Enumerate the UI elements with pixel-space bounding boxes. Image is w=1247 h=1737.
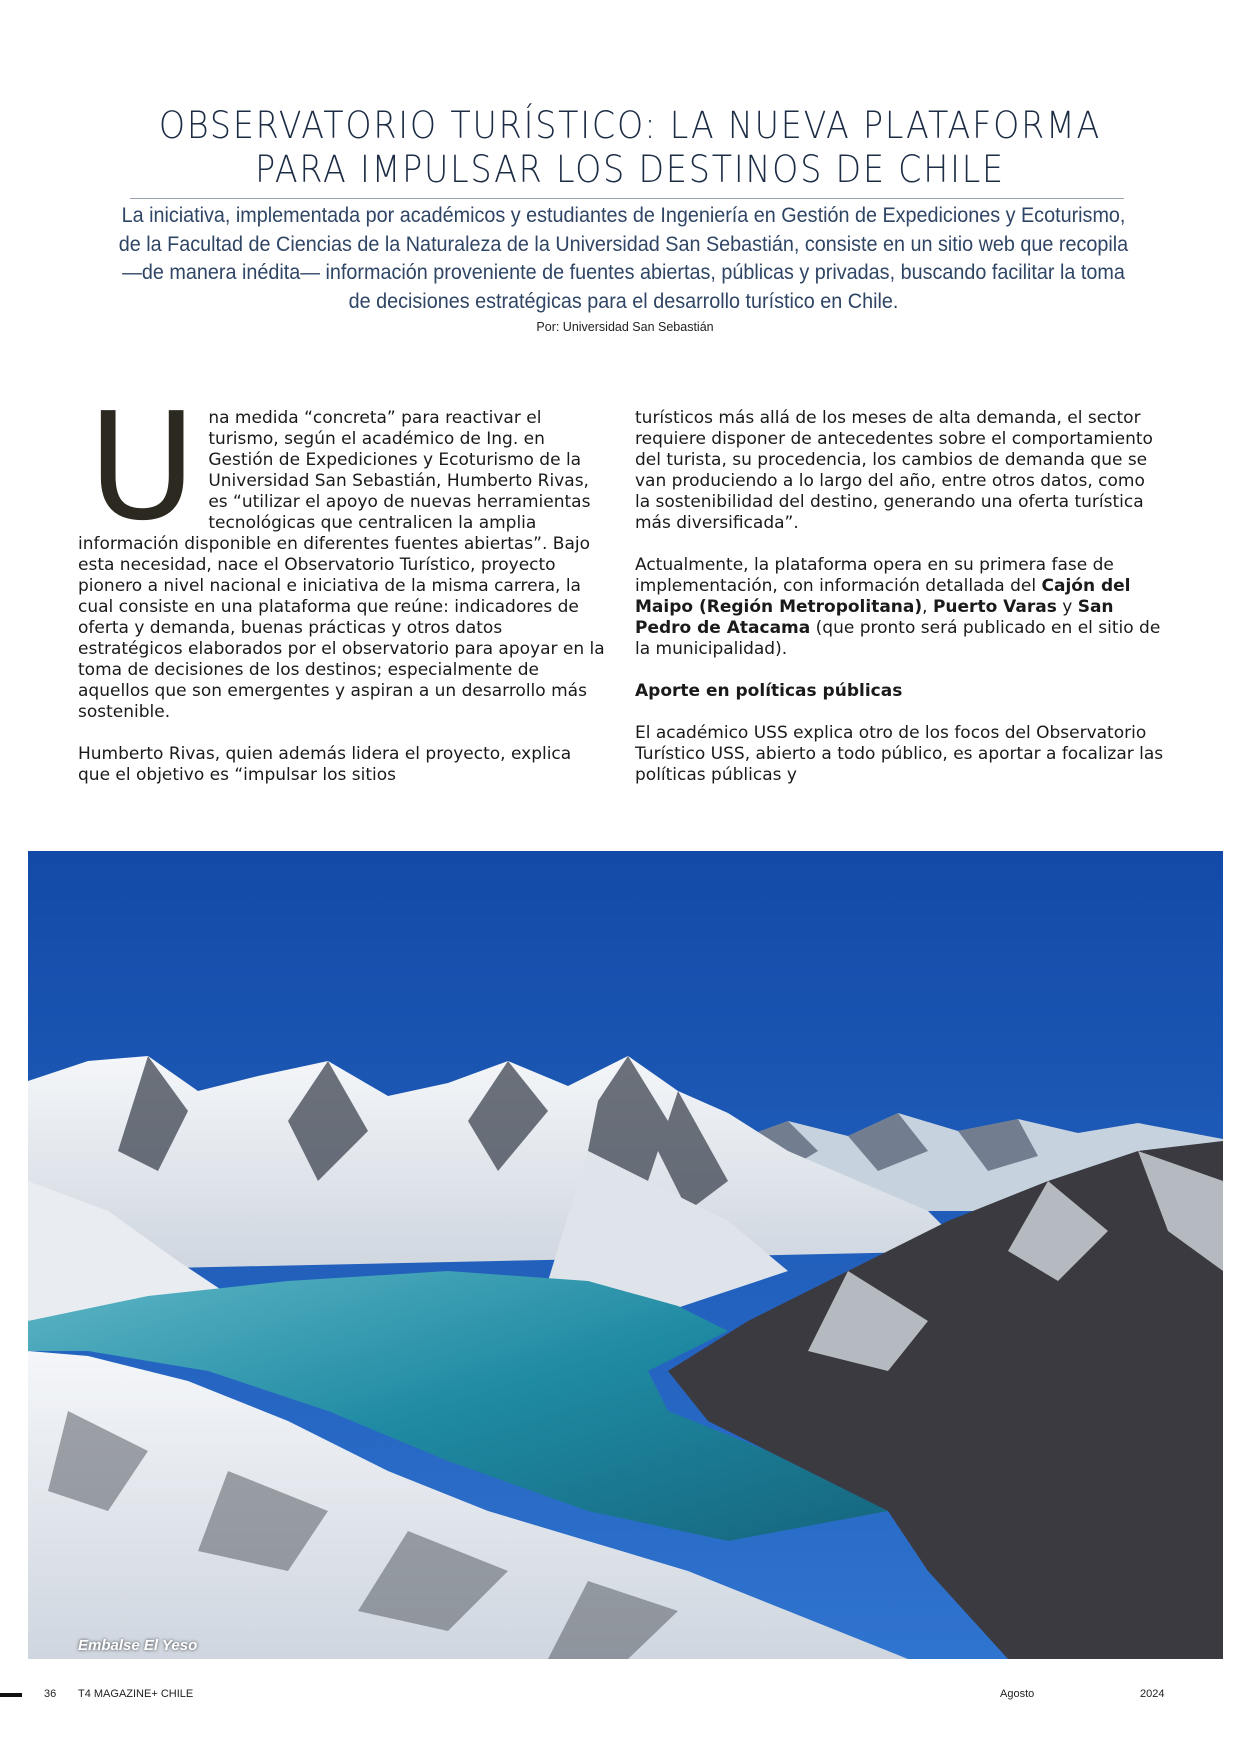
footer-month: Agosto [1000,1688,1035,1700]
right-column [635,408,1165,807]
right-paragraph-1: turísticos más allá de los meses de alta demanda, el sector requiere disponer de antecedentes sobre el comportamiento del turista, su procedencia, los cambios de demanda que se van produciendo a lo largo del año, entre otros datos, como la sostenibilidad del destino, generando una oferta turística más diversificada”. [635,408,1153,533]
place-cajon-del-maipo: Cajón del Maipo (Región Metropolitana) [635,576,1131,617]
left-paragraph-1-text: na medida “concreta” para reactivar el turismo, según el académico de Ing. en Gestión de Expediciones y Ecoturismo de la Universidad San Sebastián, Humberto Rivas, es “utilizar el apoyo de nuevas herramientas tecnológicas que centralicen la amplia información disponible en diferentes fuentes abiertas”. Bajo esta necesidad, nace el Observatorio Turístico, proyecto pionero a nivel nacional e iniciativa de la misma carrera, la cual consiste en una plataforma que reúne: indicadores de oferta y demanda, buenas prácticas y otros datos estratégicos elaborados por el observatorio para apoyar en la toma de decisiones de los destinos; especialmente de aquellos que son emergentes y aspiran a un desarrollo más sostenible. [78,408,605,722]
photo-caption: Embalse El Yeso [78,1637,198,1654]
left-paragraph-2: Humberto Rivas, quien además lidera el proyecto, explica que el objetivo es “impulsar los sitios [78,744,572,785]
page-number: 36 [44,1688,57,1700]
right-paragraph-2-intro: Actualmente, la plataforma opera en su primera fase de implementación, con información detallada del [635,555,1114,596]
magazine-name: T4 MAGAZINE+ CHILE [78,1688,194,1700]
article-title-line-1: OBSERVATORIO TURÍSTICO: LA NUEVA PLATAFORMA [158,104,1102,147]
footer-year: 2024 [1140,1688,1165,1700]
right-paragraph-2-end: (que pronto será publicado en el sitio de la municipalidad). [635,618,1161,659]
left-column [78,381,608,807]
right-paragraph-3: El académico USS explica otro de los focos del Observatorio Turístico USS, abierto a todo público, es aportar a focalizar las políticas públicas y [635,723,1164,785]
article-title [135,104,1125,192]
footer-bar [0,1693,22,1697]
landscape-photo [28,851,1223,1659]
article-byline: Por: Universidad San Sebastián [536,320,714,334]
title-divider [130,198,1124,199]
drop-cap: U [88,381,197,553]
left-paragraph-1 [78,381,608,723]
mountain-lake-illustration [28,851,1223,1659]
article-title-line-2: PARA IMPULSAR LOS DESTINOS DE CHILE [255,148,1005,191]
separator-2: y [1056,597,1078,617]
separator-1: , [922,597,933,617]
right-paragraph-2 [635,555,1165,660]
place-puerto-varas: Puerto Varas [932,597,1057,617]
place-san-pedro-de-atacama: San Pedro de Atacama [635,597,1114,638]
section-heading: Aporte en políticas públicas [635,681,903,701]
article-subtitle: La iniciativa, implementada por académicos y estudiantes de Ingeniería en Gestión de Expediciones y Ecoturismo, de la Facultad de Ciencias de la Naturaleza de la Universidad San Sebastián, consiste en un sitio web que recopila —de manera inédita— información proveniente de fuentes abiertas, públicas y privadas, buscando facilitar la toma de decisiones estratégicas para el desarrollo turístico en Chile. [118,203,1129,313]
